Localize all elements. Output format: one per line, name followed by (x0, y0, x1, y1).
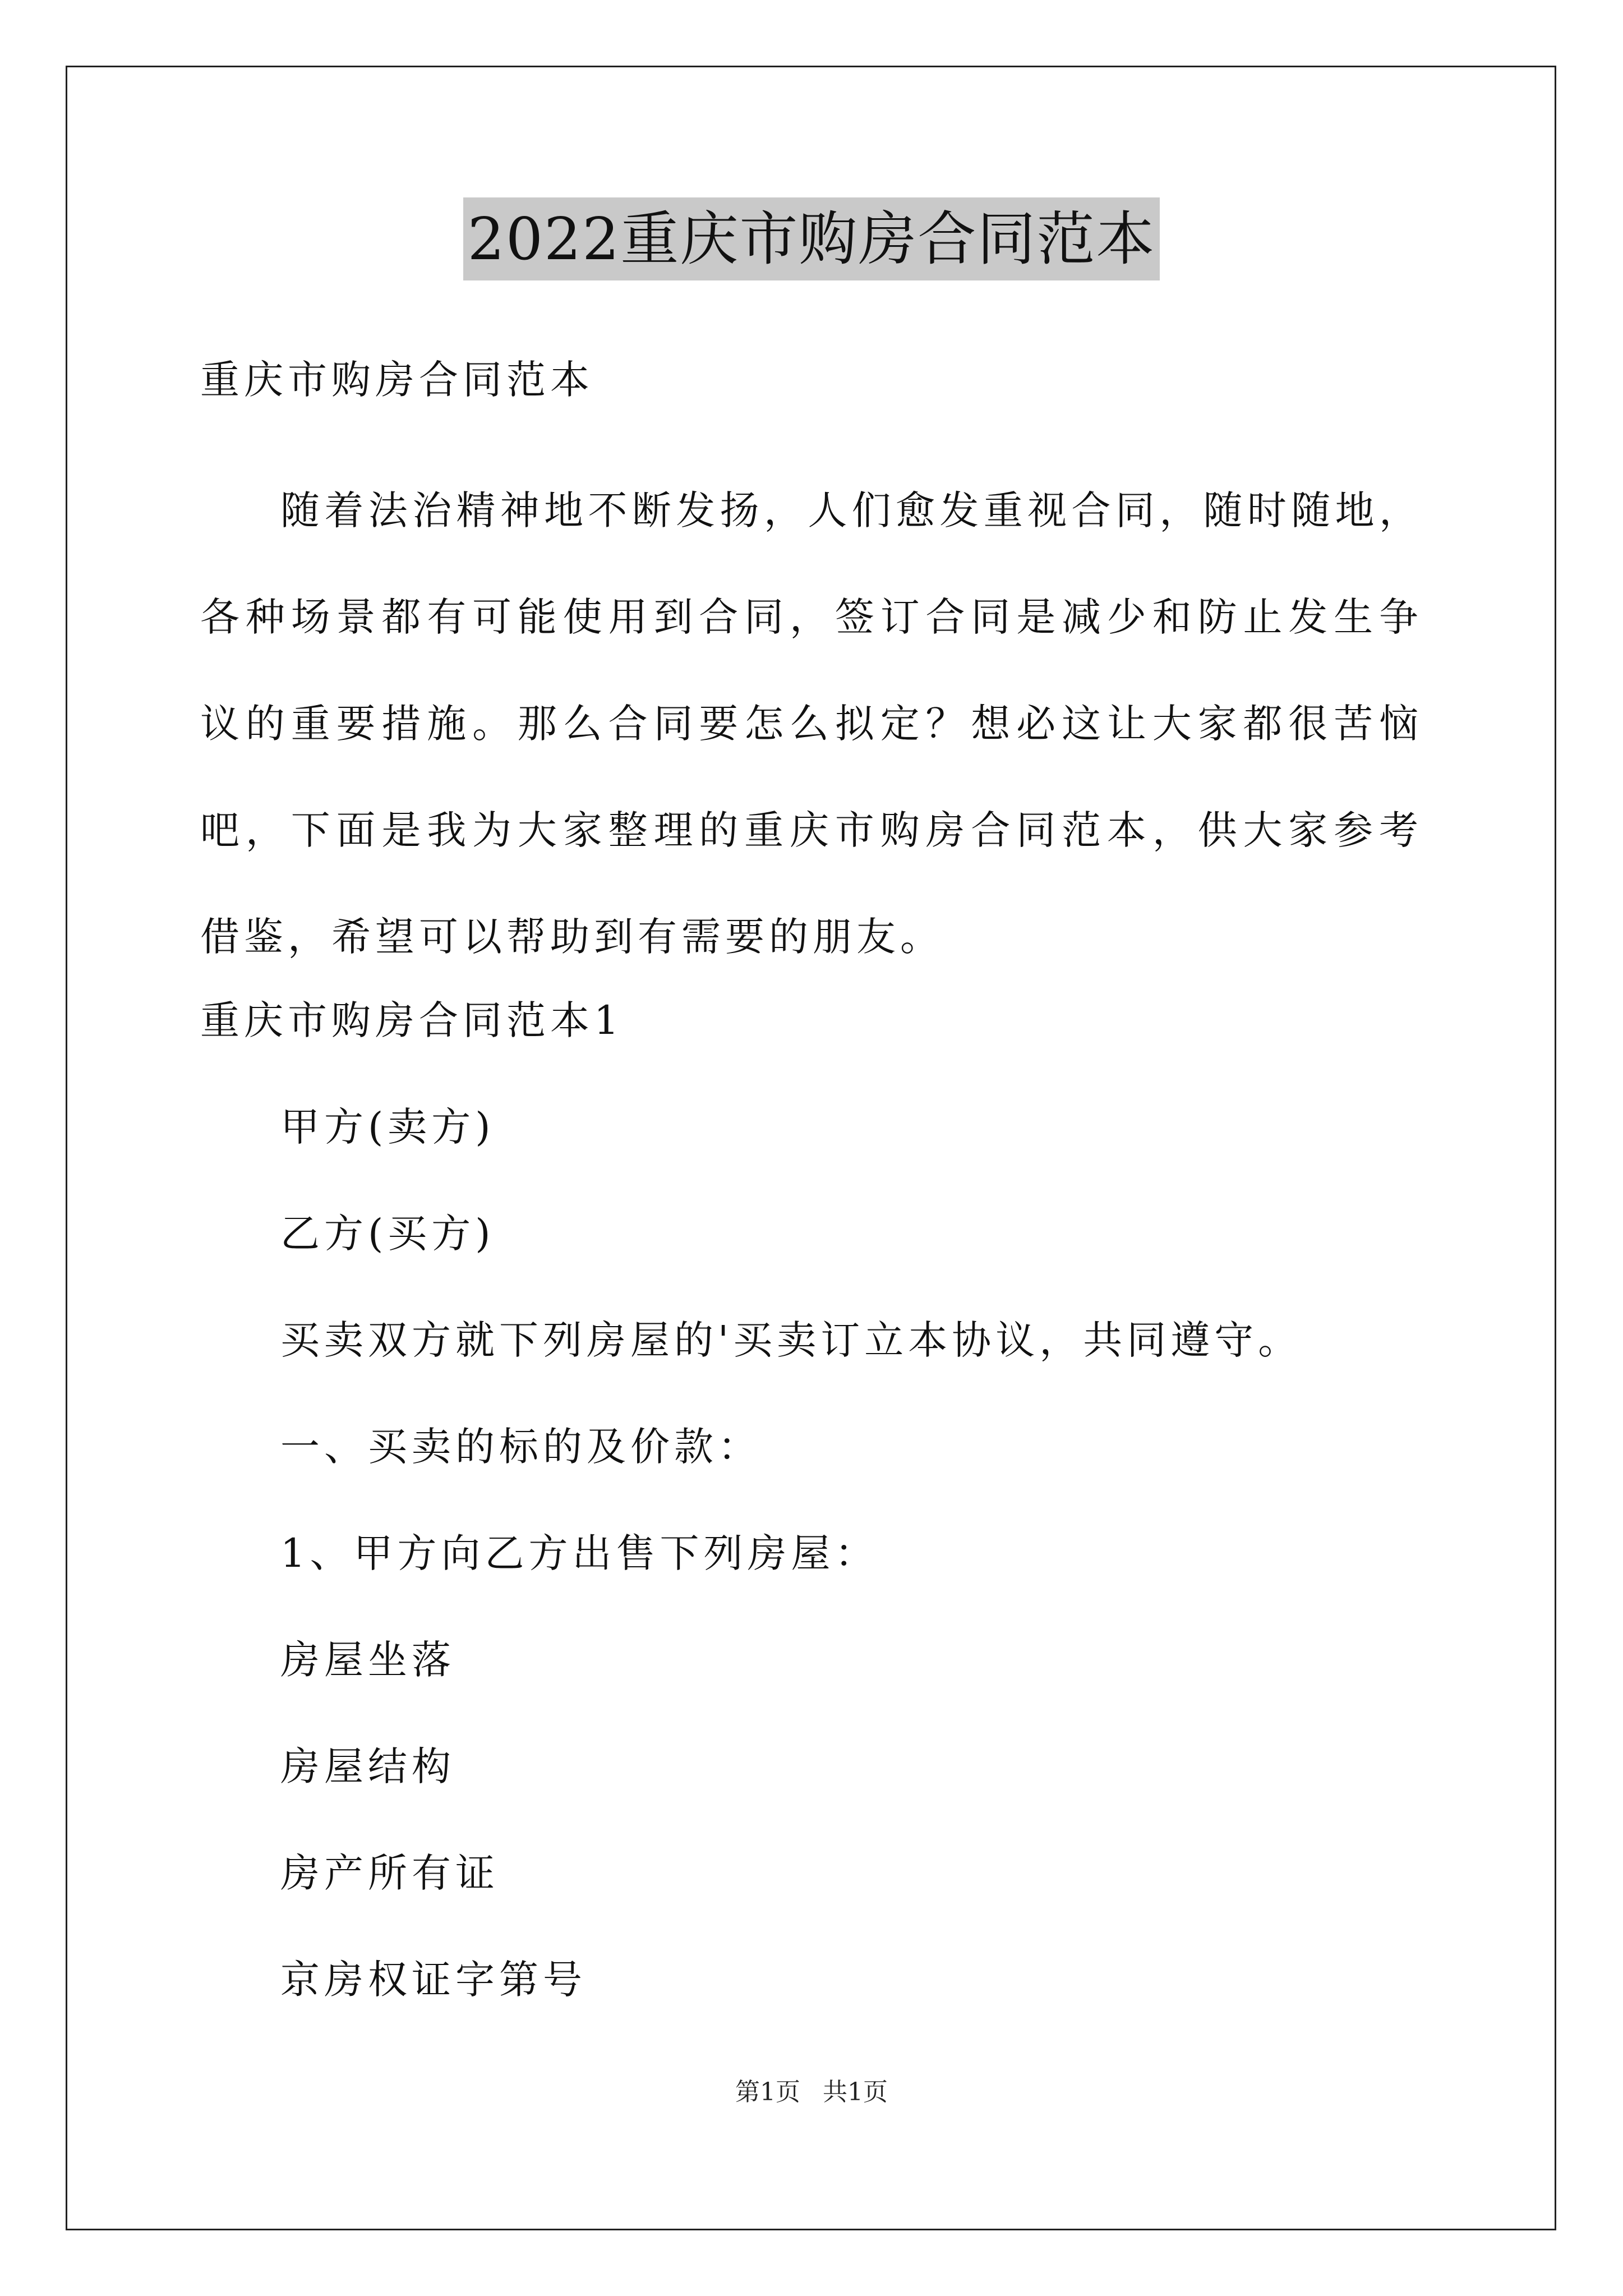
intro-paragraph: 随着法治精神地不断发扬，人们愈发重视合同，随时随地，各种场景都有可能使用到合同，签订合同是减少和防止发生争议的重要措施。那么合同要怎么拟定？想必这让大家都很苦恼吧，下面是我为大家整理的重庆市购房合同范本，供大家参考借鉴，希望可以帮助到有需要的朋友。 (200, 487, 1423, 960)
house-structure-line: 房屋结构 (280, 1743, 455, 1789)
clause-item: 1、甲方向乙方出售下列房屋： (280, 1530, 879, 1576)
page-number: 第1页 (735, 2078, 800, 2106)
title-container (0, 197, 1623, 280)
document-title: 2022重庆市购房合同范本 (463, 197, 1160, 280)
page-footer (0, 2076, 1623, 2109)
page-total: 共1页 (823, 2078, 888, 2106)
section-title: 重庆市购房合同范本1 (200, 997, 624, 1043)
clause-heading: 一、买卖的标的及价款： (280, 1424, 762, 1470)
subtitle: 重庆市购房合同范本 (200, 357, 594, 403)
party-b-line: 乙方(买方) (280, 1211, 495, 1257)
certificate-number-line: 京房权证字第号 (280, 1957, 587, 2003)
agreement-line: 买卖双方就下列房屋的'买卖订立本协议，共同遵守。 (280, 1317, 1302, 1363)
house-location-line: 房屋坐落 (280, 1637, 455, 1683)
party-a-line: 甲方(卖方) (280, 1104, 495, 1150)
property-certificate-line: 房产所有证 (280, 1850, 499, 1896)
